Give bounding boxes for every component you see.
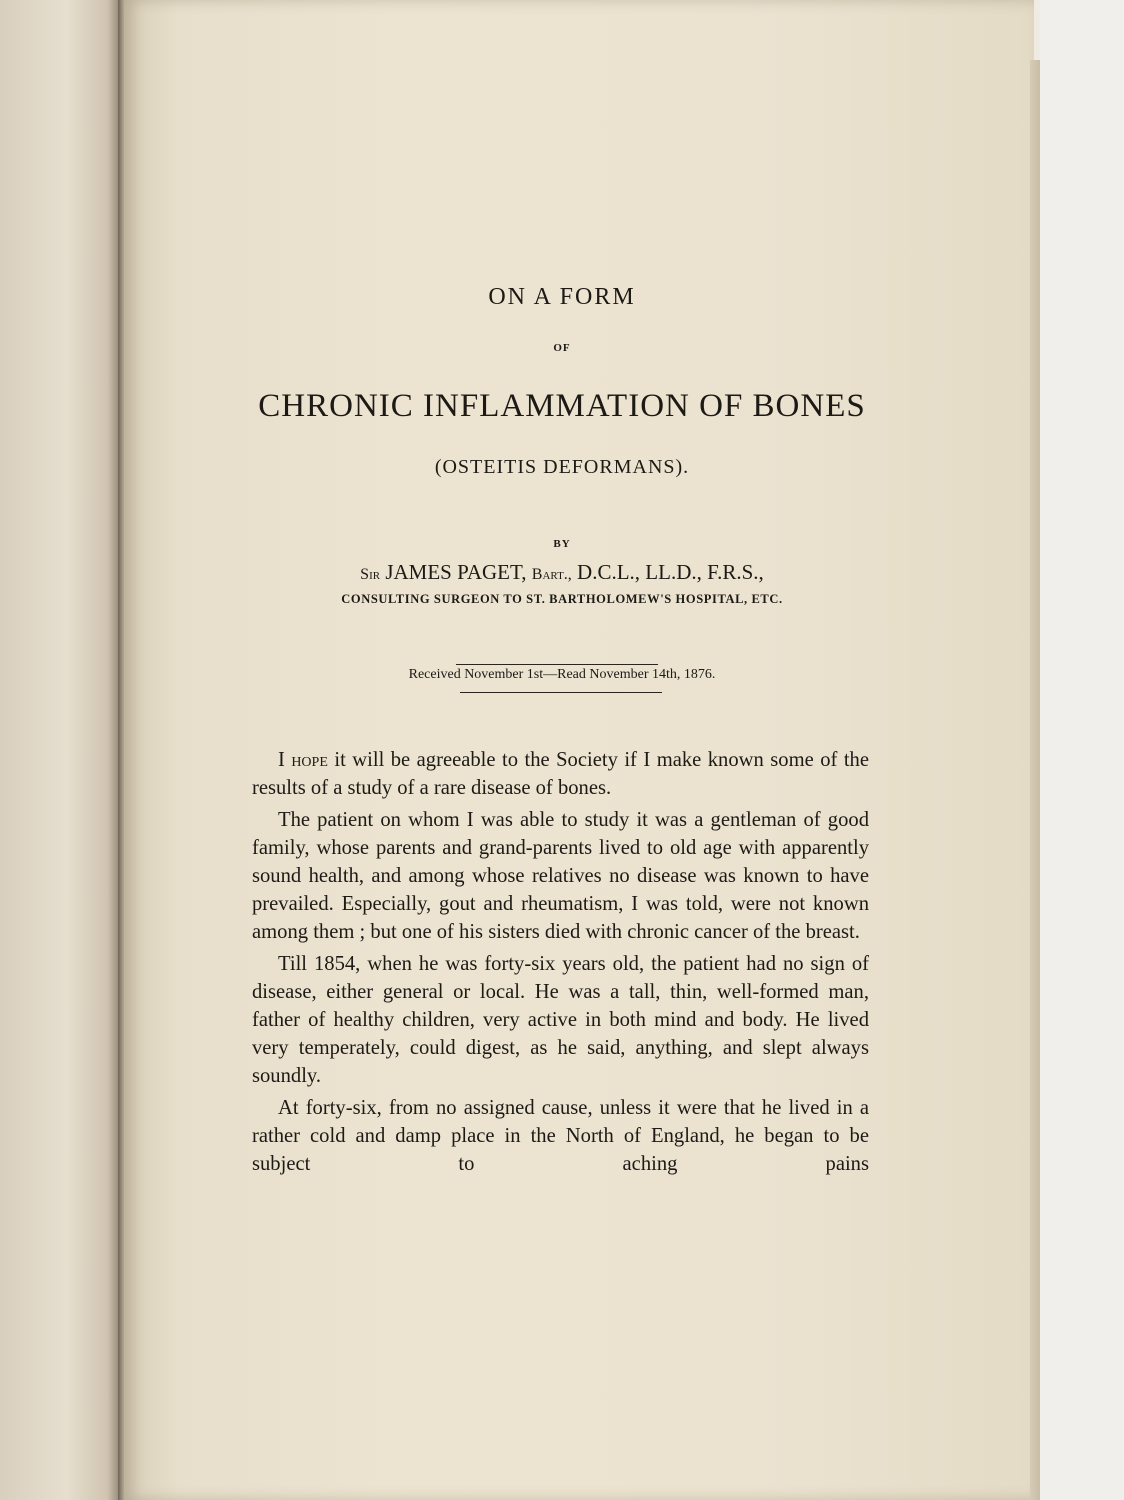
page-subtitle: (OSTEITIS DEFORMANS). [434, 456, 690, 478]
background-surface [1040, 0, 1124, 1500]
paragraph-1 [252, 746, 869, 802]
author-degrees: D.C.L., LL.D., F.R.S., [577, 560, 764, 584]
title-of: OF [553, 342, 571, 354]
author-line [0, 560, 1124, 585]
author-title: Bart., [531, 566, 572, 583]
paragraph-3: Till 1854, when he was forty-six years old, the patient had no sign of disease, either general or local. He was a tall, thin, well-formed man, father of healthy children, very active in both mind and body. He lived very temperately, could digest, as he said, anything, and slept always soundly. [252, 953, 869, 1087]
left-page [0, 0, 122, 1500]
paragraph-1-text: it will be agreeable to the Society if I make known some of the results of a study of a rare disease of bones. [252, 749, 869, 799]
article-body [252, 746, 869, 1178]
rule-bottom [460, 692, 662, 693]
author-name: JAMES PAGET, [385, 560, 527, 584]
page-fore-edge [1030, 60, 1040, 1500]
rule-top [456, 664, 658, 665]
paragraph-1-lead: I hope [278, 749, 328, 771]
author-affiliation: CONSULTING SURGEON TO ST. BARTHOLOMEW'S HOSPITAL, ETC. [341, 592, 783, 606]
paragraph-2: The patient on whom I was able to study it was a gentleman of good family, whose parents and grand-parents lived to old age with apparently sound health, and among whose relatives no disease was known to have prevailed. Especially, gout and rheumatism, I was told, were not known among them ; but one of his sisters died with chronic cancer of the breast. [252, 809, 869, 943]
page-title: CHRONIC INFLAMMATION OF BONES [258, 388, 866, 424]
by-label: BY [553, 538, 571, 550]
title-line-1: ON A FORM [488, 284, 636, 310]
received-date: Received November 1st—Read November 14th, 1876. [408, 667, 716, 682]
paragraph-4: At forty-six, from no assigned cause, unless it were that he lived in a rather cold and damp place in the North of England, he began to be subject to aching pains [252, 1097, 869, 1175]
author-prefix: Sir [360, 566, 381, 583]
